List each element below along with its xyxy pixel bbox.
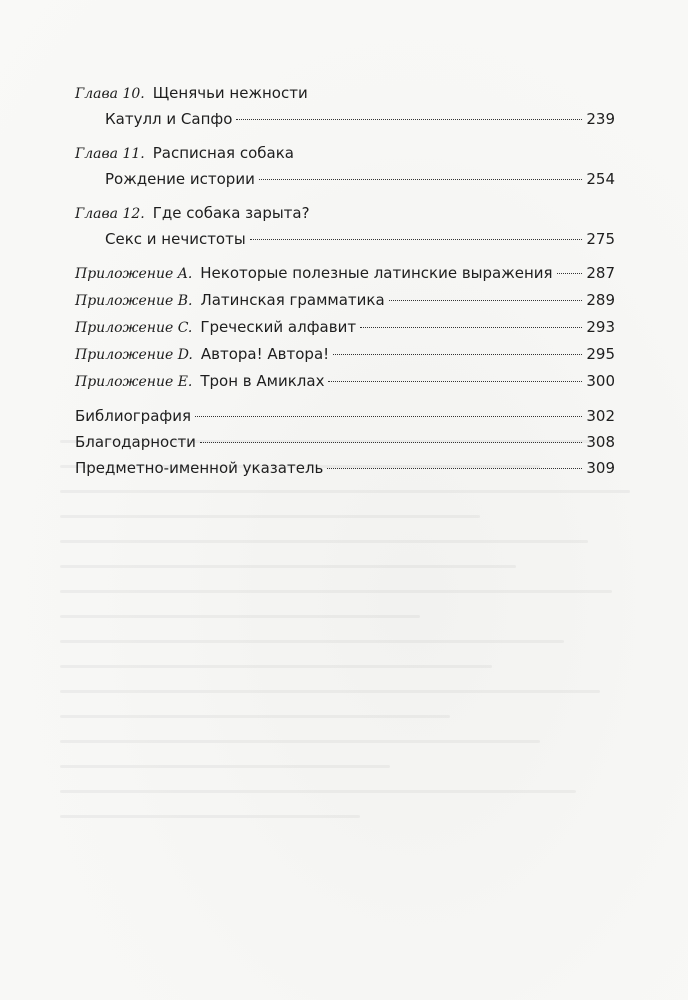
dot-leader: [333, 354, 582, 355]
page-number: 275: [586, 230, 615, 248]
page-number: 254: [586, 170, 615, 188]
dot-leader: [328, 381, 582, 382]
toc-chapter-12: [75, 200, 615, 252]
chapter-label: Глава 11.: [75, 146, 145, 162]
page-number: 289: [586, 291, 615, 309]
back-matter-title: Предметно-именной указатель: [75, 459, 324, 477]
chapter-title: Где собака зарыта?: [152, 204, 310, 222]
dot-leader: [200, 442, 582, 443]
toc-bibliography[interactable]: [75, 403, 615, 429]
toc-chapter-10: [75, 80, 615, 132]
back-matter-title: Библиография: [75, 407, 191, 425]
chapter-subtitle-line[interactable]: [75, 226, 615, 252]
page-number: 287: [586, 264, 615, 282]
appendix-label: Приложение B.: [75, 293, 193, 309]
page-number: 300: [586, 372, 615, 390]
toc-acknowledgments[interactable]: [75, 429, 615, 455]
chapter-label: Глава 10.: [75, 86, 145, 102]
toc-index[interactable]: [75, 455, 615, 481]
toc-appendix-c[interactable]: [75, 314, 615, 341]
chapter-subtitle-line[interactable]: [75, 106, 615, 132]
dot-leader: [259, 179, 583, 180]
chapter-heading: [75, 140, 615, 166]
toc-appendix-e[interactable]: [75, 368, 615, 395]
page-number: 308: [586, 433, 615, 451]
appendix-title: Некоторые полезные латинские выражения: [200, 264, 553, 282]
appendix-title: Трон в Амиклах: [200, 372, 325, 390]
toc-chapter-11: [75, 140, 615, 192]
appendix-title: Автора! Автора!: [200, 345, 330, 363]
page-number: 293: [586, 318, 615, 336]
page-number: 295: [586, 345, 615, 363]
chapter-subtitle: Катулл и Сапфо: [105, 110, 233, 128]
toc-appendix-a[interactable]: [75, 260, 615, 287]
page-number: 302: [586, 407, 615, 425]
appendix-label: Приложение E.: [75, 374, 193, 390]
chapter-subtitle: Секс и нечистоты: [105, 230, 246, 248]
chapter-title: Расписная собака: [152, 144, 294, 162]
chapter-subtitle: Рождение истории: [105, 170, 255, 188]
chapter-heading: [75, 200, 615, 226]
back-matter-title: Благодарности: [75, 433, 196, 451]
dot-leader: [327, 468, 582, 469]
appendix-title: Латинская грамматика: [200, 291, 385, 309]
appendix-label: Приложение A.: [75, 266, 193, 282]
chapter-subtitle-line[interactable]: [75, 166, 615, 192]
dot-leader: [389, 300, 583, 301]
toc-appendices: [75, 260, 615, 395]
toc-appendix-d[interactable]: [75, 341, 615, 368]
show-through-text: [60, 440, 660, 900]
appendix-label: Приложение C.: [75, 320, 193, 336]
dot-leader: [250, 239, 583, 240]
toc-appendix-b[interactable]: [75, 287, 615, 314]
appendix-title: Греческий алфавит: [200, 318, 357, 336]
chapter-title: Щенячьи нежности: [152, 84, 308, 102]
appendix-label: Приложение D.: [75, 347, 193, 363]
page-number: 239: [586, 110, 615, 128]
chapter-label: Глава 12.: [75, 206, 145, 222]
dot-leader: [236, 119, 582, 120]
toc-back-matter: [75, 403, 615, 481]
dot-leader: [360, 327, 582, 328]
dot-leader: [195, 416, 582, 417]
chapter-heading: [75, 80, 615, 106]
page-number: 309: [586, 459, 615, 477]
table-of-contents: [75, 80, 615, 481]
dot-leader: [557, 273, 583, 274]
